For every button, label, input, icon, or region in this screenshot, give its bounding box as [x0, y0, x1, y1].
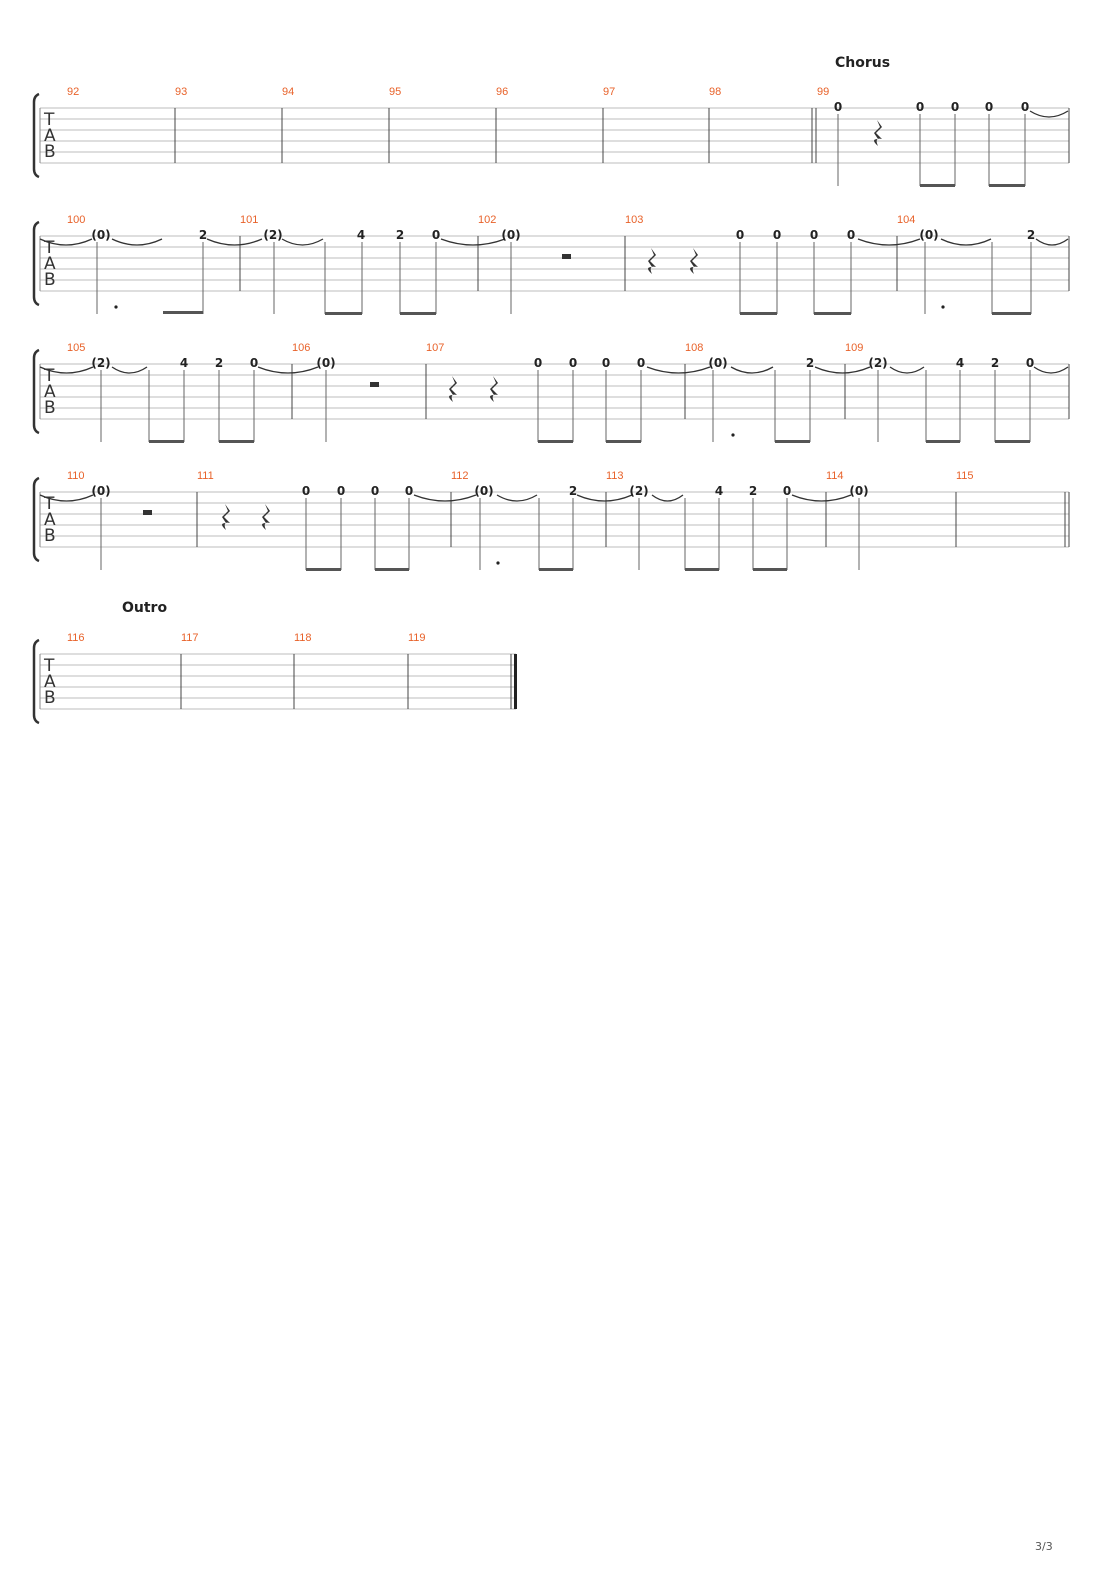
tie-arc: [890, 367, 924, 373]
augmentation-dot: [731, 433, 734, 436]
fret-number: 2: [748, 484, 758, 498]
augmentation-dot: [114, 305, 117, 308]
measure-number: 111: [197, 470, 214, 482]
note-beam: [775, 440, 810, 443]
measure-number: 118: [294, 632, 312, 644]
measure-number: 116: [67, 632, 85, 644]
tie-arc: [731, 367, 773, 373]
fret-number: 0: [833, 100, 843, 114]
augmentation-dot: [496, 561, 499, 564]
note-beam: [375, 568, 409, 571]
note-beam: [306, 568, 341, 571]
tab-system: [34, 214, 1069, 315]
tab-system: [34, 342, 1069, 443]
measure-number: 112: [451, 470, 469, 482]
fret-number: 0: [636, 356, 646, 370]
page-number: 3/3: [1035, 1540, 1053, 1553]
tab-clef-letter: B: [44, 270, 56, 290]
note-beam: [685, 568, 719, 571]
measure-number: 113: [606, 470, 624, 482]
fret-number: 0: [370, 484, 380, 498]
fret-number: 2: [568, 484, 578, 498]
tab-clef-letter: A: [44, 672, 56, 692]
measure-number: 110: [67, 470, 85, 482]
tie-arc: [1036, 239, 1068, 245]
fret-number: 0: [1020, 100, 1030, 114]
measure-number: 117: [181, 632, 199, 644]
note-beam: [926, 440, 960, 443]
tab-system: [34, 470, 1069, 571]
tab-clef-letter: A: [44, 382, 56, 402]
note-beam: [989, 184, 1025, 187]
fret-number: (0): [708, 356, 728, 370]
fret-number: (2): [629, 484, 649, 498]
measure-number: 119: [408, 632, 426, 644]
tab-clef-letter: B: [44, 398, 56, 418]
measure-number: 96: [496, 86, 509, 98]
measure-number: 103: [625, 214, 644, 226]
measure-number: 99: [817, 86, 830, 98]
fret-number: 0: [984, 100, 994, 114]
tie-arc: [941, 239, 991, 245]
tab-clef-letter: A: [44, 510, 56, 530]
measure-number: 94: [282, 86, 295, 98]
note-beam: [920, 184, 955, 187]
tie-arc: [577, 495, 632, 501]
tie-arc: [1030, 111, 1068, 117]
tab-clef-letter: T: [44, 494, 55, 514]
fret-number: 0: [601, 356, 611, 370]
half-rest: [143, 510, 152, 515]
augmentation-dot: [941, 305, 944, 308]
measure-number: 100: [67, 214, 86, 226]
fret-number: (0): [91, 228, 111, 242]
fret-number: 0: [772, 228, 782, 242]
measure-number: 105: [67, 342, 86, 354]
tab-clef-letter: B: [44, 688, 56, 708]
tie-arc: [1034, 367, 1068, 373]
measure-number: 92: [67, 86, 80, 98]
tie-arc: [815, 367, 870, 373]
note-beam: [740, 312, 777, 315]
tab-system: [34, 55, 1069, 187]
fret-number: (0): [316, 356, 336, 370]
note-beam: [814, 312, 851, 315]
tie-arc: [792, 495, 851, 501]
fret-number: 4: [714, 484, 724, 498]
measure-number: 108: [685, 342, 704, 354]
note-beam: [995, 440, 1030, 443]
tab-clef-letter: A: [44, 254, 56, 274]
fret-number: 2: [1026, 228, 1036, 242]
half-rest: [370, 382, 379, 387]
system-bracket: [34, 478, 39, 561]
fret-number: (0): [919, 228, 939, 242]
tie-arc: [497, 495, 537, 501]
note-beam: [325, 312, 362, 315]
system-bracket: [34, 350, 39, 433]
measure-number: 115: [956, 470, 974, 482]
measure-number: 101: [240, 214, 259, 226]
quarter-rest: [874, 120, 882, 146]
fret-number: (0): [474, 484, 494, 498]
system-bracket: [34, 222, 39, 305]
quarter-rest: [449, 376, 457, 402]
tie-arc: [112, 367, 147, 373]
tie-arc: [652, 495, 683, 501]
half-rest: [562, 254, 571, 259]
fret-number: 2: [990, 356, 1000, 370]
tab-clef-letter: T: [44, 238, 55, 258]
note-beam: [149, 440, 184, 443]
section-label: Outro: [122, 600, 168, 616]
tab-clef-letter: B: [44, 526, 56, 546]
fret-number: 4: [356, 228, 366, 242]
quarter-rest: [690, 248, 698, 274]
tie-arc: [258, 367, 318, 373]
measure-number: 114: [826, 470, 844, 482]
fret-number: 2: [198, 228, 208, 242]
measure-number: 98: [709, 86, 722, 98]
fret-number: 0: [533, 356, 543, 370]
fret-number: 0: [915, 100, 925, 114]
tie-arc: [858, 239, 920, 245]
tie-arc: [647, 367, 710, 373]
note-beam: [219, 440, 254, 443]
measure-number: 97: [603, 86, 616, 98]
tab-clef-letter: T: [44, 366, 55, 386]
tab-system: [34, 600, 517, 723]
measure-number: 95: [389, 86, 402, 98]
fret-number: 2: [805, 356, 815, 370]
tie-arc: [414, 495, 476, 501]
measure-number: 102: [478, 214, 497, 226]
fret-number: 0: [336, 484, 346, 498]
tie-arc: [112, 239, 162, 245]
fret-number: 0: [782, 484, 792, 498]
note-beam: [538, 440, 573, 443]
fret-number: 0: [568, 356, 578, 370]
fret-number: 0: [735, 228, 745, 242]
note-beam: [163, 311, 203, 314]
fret-number: (2): [868, 356, 888, 370]
measure-number: 104: [897, 214, 916, 226]
fret-number: 4: [955, 356, 965, 370]
note-beam: [400, 312, 436, 315]
fret-number: 0: [846, 228, 856, 242]
fret-number: 2: [395, 228, 405, 242]
tab-clef-letter: A: [44, 126, 56, 146]
fret-number: 0: [431, 228, 441, 242]
fret-number: 0: [301, 484, 311, 498]
fret-number: (0): [501, 228, 521, 242]
note-beam: [992, 312, 1031, 315]
fret-number: 0: [1025, 356, 1035, 370]
fret-number: (0): [849, 484, 869, 498]
fret-number: 0: [950, 100, 960, 114]
measure-number: 106: [292, 342, 311, 354]
note-beam: [606, 440, 641, 443]
tie-arc: [282, 239, 323, 245]
note-beam: [753, 568, 787, 571]
measure-number: 93: [175, 86, 188, 98]
final-barline: [514, 654, 517, 709]
tie-arc: [207, 239, 262, 245]
tie-arc: [441, 239, 505, 245]
fret-number: 0: [249, 356, 259, 370]
quarter-rest: [262, 504, 270, 530]
fret-number: 2: [214, 356, 224, 370]
fret-number: 0: [404, 484, 414, 498]
tab-clef-letter: B: [44, 142, 56, 162]
fret-number: (0): [91, 484, 111, 498]
section-label: Chorus: [835, 55, 891, 71]
system-bracket: [34, 640, 39, 723]
tab-clef-letter: T: [44, 110, 55, 130]
system-bracket: [34, 94, 39, 177]
fret-number: (2): [263, 228, 283, 242]
fret-number: 4: [179, 356, 189, 370]
quarter-rest: [222, 504, 230, 530]
quarter-rest: [648, 248, 656, 274]
fret-number: (2): [91, 356, 111, 370]
measure-number: 109: [845, 342, 864, 354]
quarter-rest: [490, 376, 498, 402]
tab-clef-letter: T: [44, 656, 55, 676]
measure-number: 107: [426, 342, 445, 354]
note-beam: [539, 568, 573, 571]
fret-number: 0: [809, 228, 819, 242]
